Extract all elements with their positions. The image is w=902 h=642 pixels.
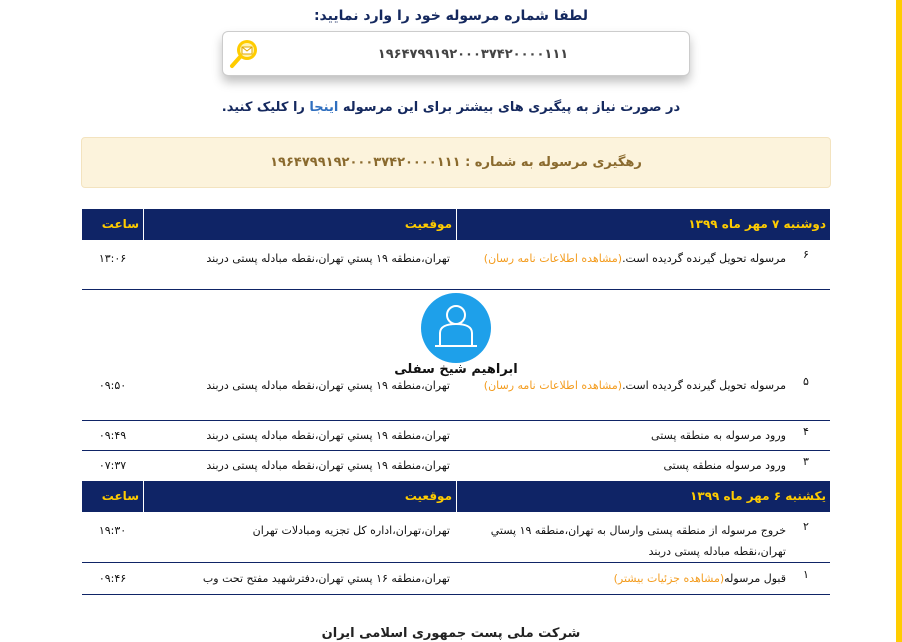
row-number: ۵ bbox=[803, 375, 809, 388]
table-row bbox=[82, 563, 830, 595]
row-location: تهران،منطقه ۱۹ پستي تهران،نقطه مبادله پستی دربند bbox=[206, 252, 450, 265]
row-time: ۱۹:۳۰ bbox=[98, 524, 127, 537]
location-header: موقعیت bbox=[143, 481, 456, 512]
row-description: قبول مرسوله bbox=[724, 572, 786, 585]
row-description: خروج مرسوله از منطقه پستی وارسال به تهران،منطقه ۱۹ پستي تهران،نقطه مبادله پستی دربند bbox=[490, 524, 786, 558]
row-location: تهران،تهران،اداره کل تجزیه ومبادلات تهران bbox=[252, 524, 450, 537]
row-number: ۶ bbox=[803, 248, 809, 261]
table-header bbox=[82, 481, 830, 512]
row-time: ۰۹:۵۰ bbox=[98, 379, 127, 392]
row-time: ۰۷:۳۷ bbox=[98, 459, 127, 472]
more-details-link[interactable]: (مشاهده جزئیات بیشتر) bbox=[613, 572, 725, 585]
tracking-prompt: لطفا شماره مرسوله خود را وارد نمایید: bbox=[313, 8, 589, 24]
table-row bbox=[82, 240, 830, 290]
footer-text: شرکت ملی پست جمهوری اسلامی ایران bbox=[321, 626, 581, 641]
sidebar-strip bbox=[896, 0, 902, 642]
table-row bbox=[82, 512, 830, 563]
search-mail-icon[interactable] bbox=[229, 38, 259, 70]
row-location: تهران،منطقه ۱۶ پستي تهران،دفترشهید مفتح تحت وب bbox=[202, 572, 450, 585]
row-number: ۲ bbox=[803, 520, 809, 533]
tracking-banner: رهگیری مرسوله به شماره : ۱۹۶۴۷۹۹۱۹۲۰۰۰۳۷۴۲۰۰۰۰۱۱۱ bbox=[81, 137, 831, 188]
row-number: ۴ bbox=[803, 425, 809, 438]
row-description: ورود مرسوله به منطقه پستی bbox=[651, 429, 786, 442]
postman-name: ابراهیم شیخ سفلی bbox=[394, 362, 518, 377]
row-time: ۰۹:۴۶ bbox=[98, 572, 127, 585]
tracking-number-input[interactable] bbox=[263, 40, 683, 68]
row-location: تهران،منطقه ۱۹ پستي تهران،نقطه مبادله پستی دربند bbox=[206, 379, 450, 392]
table-header bbox=[82, 209, 830, 240]
row-number: ۱ bbox=[803, 568, 809, 581]
tracking-search-box[interactable] bbox=[222, 31, 690, 76]
time-header: ساعت bbox=[101, 489, 139, 503]
here-link[interactable]: اینجا bbox=[309, 100, 339, 115]
row-time: ۰۹:۴۹ bbox=[98, 429, 127, 442]
time-header: ساعت bbox=[101, 217, 139, 231]
date-header: یکشنبه ۶ مهر ماه ۱۳۹۹ bbox=[456, 481, 830, 512]
row-description: مرسوله تحویل گیرنده گردیده است. bbox=[622, 252, 786, 265]
row-location: تهران،منطقه ۱۹ پستي تهران،نقطه مبادله پستی دربند bbox=[206, 429, 450, 442]
row-description: ورود مرسوله منطقه پستی bbox=[663, 459, 786, 472]
location-header: موقعیت bbox=[143, 209, 456, 240]
more-info-text bbox=[0, 100, 902, 115]
more-after: را کلیک کنید. bbox=[221, 100, 310, 115]
postman-info-link[interactable]: (مشاهده اطلاعات نامه رسان) bbox=[483, 379, 623, 392]
postman-card bbox=[82, 290, 830, 385]
postman-info-link[interactable]: (مشاهده اطلاعات نامه رسان) bbox=[483, 252, 623, 265]
row-time: ۱۳:۰۶ bbox=[98, 252, 127, 265]
table-row bbox=[82, 451, 830, 481]
user-avatar-icon bbox=[421, 293, 491, 363]
more-before: در صورت نیاز به پیگیری های بیشتر برای این مرسوله bbox=[338, 100, 681, 115]
row-location: تهران،منطقه ۱۹ پستي تهران،نقطه مبادله پستی دربند bbox=[206, 459, 450, 472]
date-header: دوشنبه ۷ مهر ماه ۱۳۹۹ bbox=[456, 209, 830, 240]
row-description: مرسوله تحویل گیرنده گردیده است. bbox=[622, 379, 786, 392]
table-row bbox=[82, 421, 830, 451]
tracking-table bbox=[82, 209, 830, 595]
row-number: ۳ bbox=[803, 455, 809, 468]
